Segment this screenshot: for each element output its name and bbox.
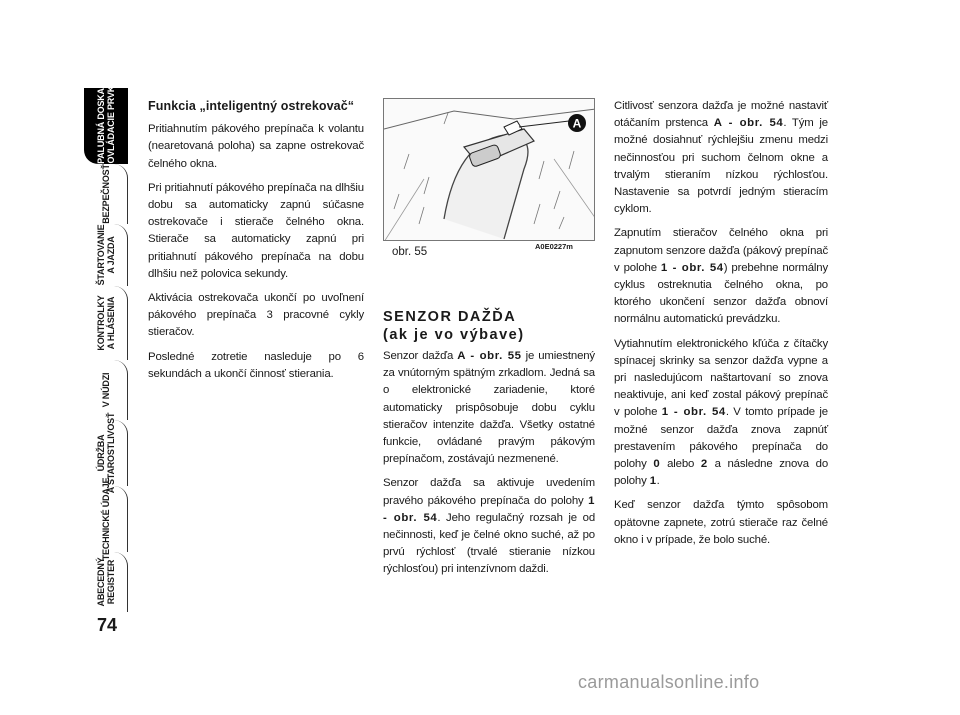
tab-label: ABECEDNÝ — [95, 557, 106, 607]
paragraph: Senzor dažďa sa aktivuje uvedením pravého pákového prepínača do polohy 1 - obr. 54. Jeho regulačný rozsah je od nečinnosti, keď je čelné okno suché, až po prvú rýchlosť (trvalé stieranie nízkou rýchlosťou) pri intenzívnom daždi. — [383, 477, 596, 576]
tab-label: BEZPEČNOSŤ — [100, 164, 111, 224]
paragraph: Citlivosť senzora dažďa je možné nastaviť otáčaním prstenca A - obr. 54. Tým je možné dosiahnuť rýchlejšiu zmenu medzi nečinnosťou pri suchom čelnom okne a trvalým stieraním nízkou rýchlosťou. Nastavenie sa potvrdí jedným stieracím cyklom. — [614, 100, 828, 216]
paragraph: Pritiahnutím pákového prepínača k volantu (nearetovaná poloha) sa zapne ostrekovač čelného okna. — [148, 123, 364, 170]
section-heading: Funkcia „inteligentný ostrekovač“ — [148, 99, 355, 113]
tab-label: A JAZDA — [105, 236, 116, 274]
figure-reference: A - obr. 54 — [713, 117, 784, 130]
tab-label: ŠTARTOVANIE — [95, 224, 106, 286]
tab-warnings[interactable] — [84, 286, 128, 360]
figure-reference: 1 - obr. 54 — [660, 261, 724, 274]
tab-maintenance[interactable] — [84, 412, 128, 494]
tab-label: TECHNICKÉ ÚDAJE — [100, 477, 111, 561]
figure-code: A0E0227m — [535, 242, 573, 251]
column-left — [148, 98, 364, 390]
paragraph: Senzor dažďa A - obr. 55 je umiestnený za vnútorným spätným zrkadlom. Jedná sa o elektronické zariadenie, ktoré automaticky prispôsobuje dobu cyklu stieračov intenzite dažďa. Všetky ostatné funkcie, ovládané pravým pákovým prepínačom, zostávajú nezmenené. — [383, 350, 595, 466]
tab-label: PALUBNÁ DOSKA — [96, 88, 106, 164]
tab-technical-data[interactable] — [84, 477, 128, 561]
tab-label: V NÚDZI — [100, 372, 111, 408]
figure-rain-sensor — [383, 98, 595, 241]
tab-label: KONTROLKY — [95, 295, 106, 351]
tab-index[interactable] — [84, 552, 128, 612]
paragraph: Aktivácia ostrekovača ukončí po uvoľnení pákového prepínača 3 pracovné cykly stieračov. — [148, 292, 364, 339]
position-reference: 1 — [649, 475, 657, 488]
tab-starting-driving[interactable] — [84, 224, 128, 286]
tab-label: ÚDRŽBA — [95, 434, 106, 472]
heading-line: (ak je vo výbave) — [383, 327, 525, 343]
section-heading — [383, 308, 595, 344]
rain-sensor-illustration — [384, 99, 595, 241]
callout-label: A — [572, 116, 582, 131]
tab-safety[interactable] — [84, 164, 128, 224]
figure-reference: 1 - obr. 54 — [661, 406, 726, 419]
tab-label: REGISTER — [105, 559, 116, 605]
tab-label: A OVLÁDACIE PRVKY — [106, 80, 116, 172]
figure-reference: 1 - obr. 54 — [383, 494, 595, 524]
paragraph: Keď senzor dažďa týmto spôsobom opätovne zapnete, zotrú stierače raz čelné okno i v prípade, že bolo suché. — [614, 499, 828, 546]
figure-caption: obr. 55 — [392, 246, 428, 258]
chapter-tabs — [84, 80, 128, 624]
paragraph: Vytiahnutím elektronického kľúča z čítačky spínacej skrinky sa senzor dažďa vypne a pri nasledujúcom naštartovaní so znova neaktivuje, ani keď zostal pákový prepínač v polohe 1 - obr. 54. V tomto prípade je možné senzor dažďa znova zapnúť prestavením pákového prepínača do polohy 0 alebo 2 a následne znova do polohy 1. — [614, 337, 829, 488]
paragraph: Pri pritiahnutí pákového prepínača na dlhšiu dobu sa automaticky zapnú súčasne ostrekovače i stierače čelného okna. Stierače sa automaticky zapnú pri pritiahnutí pákového prepínača na dobu dlhšiu než polovica sekundy. — [148, 181, 364, 280]
tab-dashboard[interactable] — [84, 80, 128, 172]
position-reference: 0 — [653, 458, 661, 471]
figure-reference: A - obr. 55 — [457, 350, 522, 362]
watermark: carmanualsonline.info — [578, 672, 760, 692]
tab-emergency[interactable] — [84, 360, 128, 420]
page-number: 74 — [96, 615, 118, 635]
column-right — [614, 98, 828, 556]
paragraph: Zapnutím stieračov čelného okna pri zapnutom senzore dažďa (pákový prepínač v polohe 1 - obr. 54) prebehne normálny cyklus ostreknutia čelného okna, po ktorého ukončení senzor dažďa obnoví normálnu automatickú prevádzku. — [614, 227, 828, 326]
tab-label: A STAROSTLIVOSŤ — [105, 412, 116, 494]
heading-line: SENZOR DAŽĎA — [383, 309, 517, 325]
column-middle — [383, 308, 595, 586]
paragraph: Posledné zotretie nasleduje po 6 sekundách a ukončí činnosť stierania. — [148, 350, 364, 380]
position-reference: 2 — [700, 458, 708, 471]
tab-label: A HLÁSENIA — [105, 296, 116, 350]
